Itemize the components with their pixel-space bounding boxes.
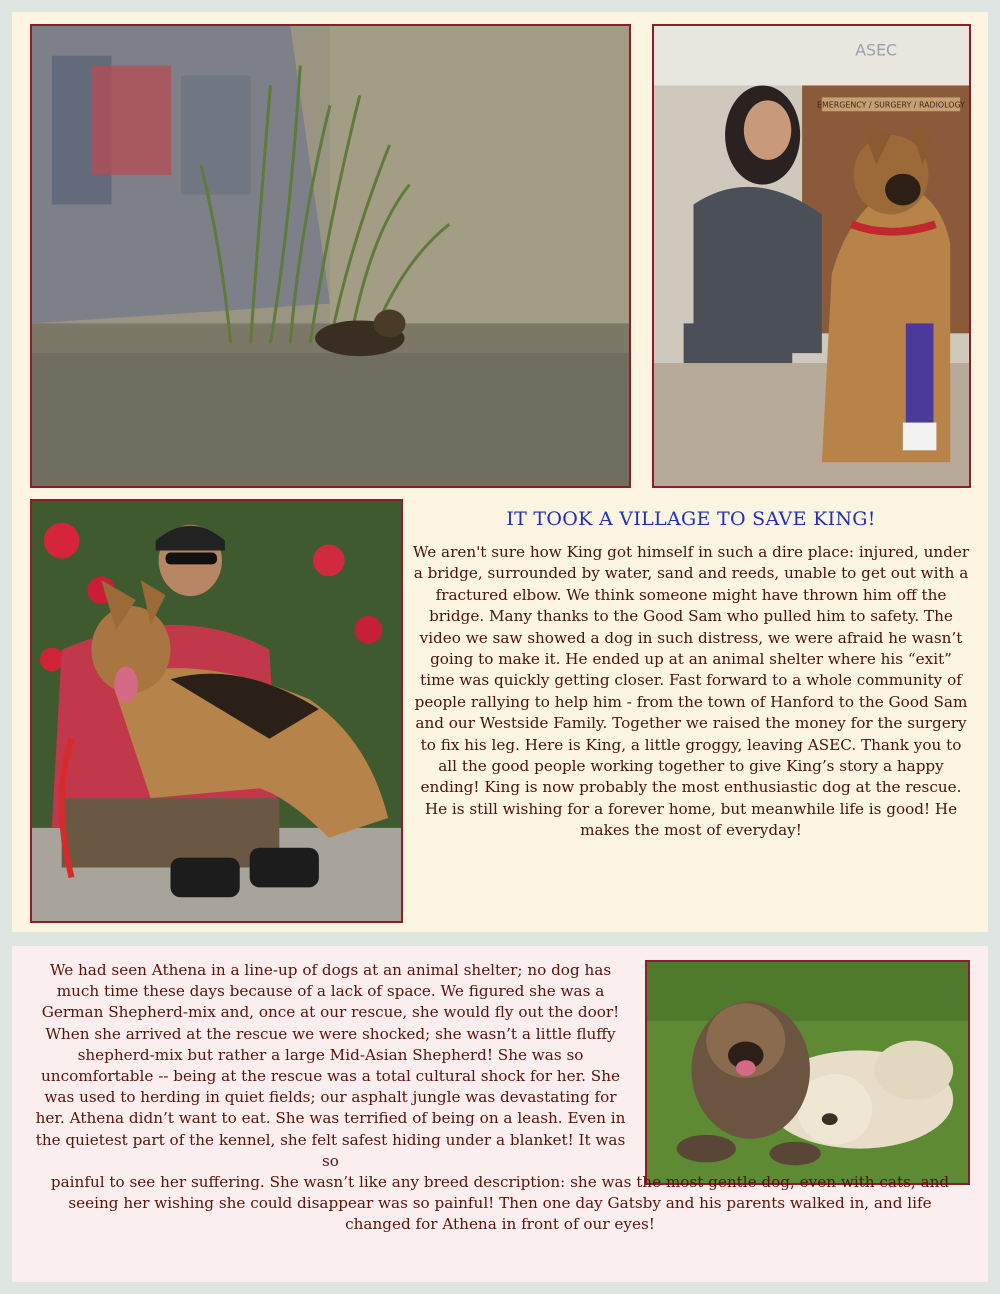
- king-story-text: We aren't sure how King got himself in such a dire place: injured, under a bridge, surrounded by water, sand and reeds, unable to get out with a fractured elbow. We think someone might have thrown him off the bridge. Many thanks to the Good Sam who pulled him to safety. The video we saw showed a dog in such distress, we were afraid he wasn’t going to make it. He ended up at an animal shelter where his “exit” time was quickly getting closer. Fast forward to a whole community of people rallying to help him - from the town of Hanford to the Good Sam and our Westside Family. Together we raised the money for the surgery to fix his leg. Here is King, a little groggy, leaving ASEC. Thank you to all the good people working together to give King’s story a happy ending! King is now probably the most enthusiastic dog at the rescue. He is still wishing for a forever home, but meanwhile life is good! He makes the most of everyday!: [412, 543, 970, 840]
- photo-king-with-rescuer: [30, 499, 403, 923]
- athena-story-text-part2: painful to see her suffering. She wasn’t like any breed description: she was the most gentle dog, even with cats, and seeing her wishing she could disappear was so painful! Then one day Gatsby and his parents walked in, and life changed for Athena in front of our eyes!: [50, 1173, 950, 1234]
- photo-king-at-asec: [652, 24, 971, 488]
- page-title: IT TOOK A VILLAGE TO SAVE KING!: [506, 508, 876, 530]
- athena-story-text-part1: We had seen Athena in a line-up of dogs at an animal shelter; no dog has much time these days because of a lack of space. We figured she was a German Shepherd-mix and, once at our rescue, she would fly out the door! When she arrived at the rescue we were shocked; she wasn’t a little fluffy shepherd-mix but rather a large Mid-Asian Shepherd! She was so uncomfortable -- being at the rescue was a total cultural shock for her. She was used to herding in quiet fields; our asphalt jungle was devastating for her. Athena didn’t want to eat. She was terrified of being on a leash. Even in the quietest part of the kennel, she felt safest hiding under a blanket! It was so: [35, 961, 626, 1170]
- photo-athena-and-gatsby: [645, 960, 970, 1185]
- clinic-departments-sign: EMERGENCY / SURGERY / RADIOLOGY: [816, 100, 965, 110]
- photo-king-under-bridge: [30, 24, 631, 488]
- clinic-brand-sign: ASEC: [855, 40, 898, 60]
